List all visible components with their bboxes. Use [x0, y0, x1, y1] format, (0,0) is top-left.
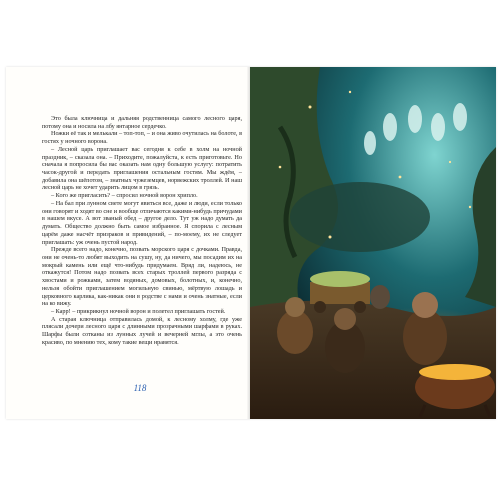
paragraph: – На бал при лунном свете могут явиться все, даже и люди, если только они говорят и ходят во сне и вообще отличаются какими-нибудь причудами в нашем вкусе. А вот званый обед – другое дело. Тут уж надо думать да думать. Общество должно быть самое избранное. Я спорила с лесным царём даже насчёт призраков и привидений, – по-моему, их не следует приглашать: уж очень пустой народ.	[42, 199, 242, 246]
paragraph: А старая ключница отправилась домой, к лесному холму, где уже плясали дочери лесного царя с длинными прозрачными шарфами в руках. Шарфы были сотканы из лунных лучей и вечерней мглы, а это очень красиво, по мнению тех, кому такие вещи нравятся.	[42, 315, 242, 346]
paragraph: Ножки её так и мелькали – топ-топ, – и она живо очутилась на болоте, в гостях у ночного ворона.	[42, 130, 242, 146]
illustration-canvas	[250, 67, 496, 419]
paragraph: Это была ключница и дальняя родственница самого лесного царя, потому она и носила на лбу янтарное сердечко.	[42, 115, 242, 130]
paragraph: – Карр! – прикрикнул ночной ворон и полетел приглашать гостей.	[51, 307, 226, 315]
paragraph: Прежде всего надо, конечно, позвать морского царя с дочками. Правда, они не очень-то любят выходить на сушу, ну, да ничего, мы посадим их на мокрый камень или ещё что-нибудь придумаем. Вряд ли, надеюсь, не откажутся! Потом надо позвать всех старых троллей первого разряда с хвостами и рожками, затем водяных, домовых, болотных, и, конечно, нельзя обойти приглашением могильную свинью, мёртвую лошадь и церковного карлика, как-никак они в родстве с нами и очень знатные, если на ко вижу.	[42, 246, 242, 308]
page-number: 118	[133, 383, 147, 393]
text-column	[42, 115, 242, 347]
fairy-tale-illustration	[250, 67, 496, 419]
paragraph: – Лесной царь приглашает вас сегодня к себе в холм на ночной праздник, – сказала она. – Приходите, пожалуйста, к есть приготовьте. Но сначала я попросила бы вас оказать нам одну большую услугу: потратить часок-другой и передать приглашения остальным гостям. Мы ждём, – добавила она шёпотом, – знатных чужеземцев, норвежских троллей. И наш лесной царь не хочет ударить лицом в грязь.	[42, 145, 242, 192]
paragraph: – Кого же пригласить? – спросил ночной ворон хрипло.	[51, 192, 198, 200]
